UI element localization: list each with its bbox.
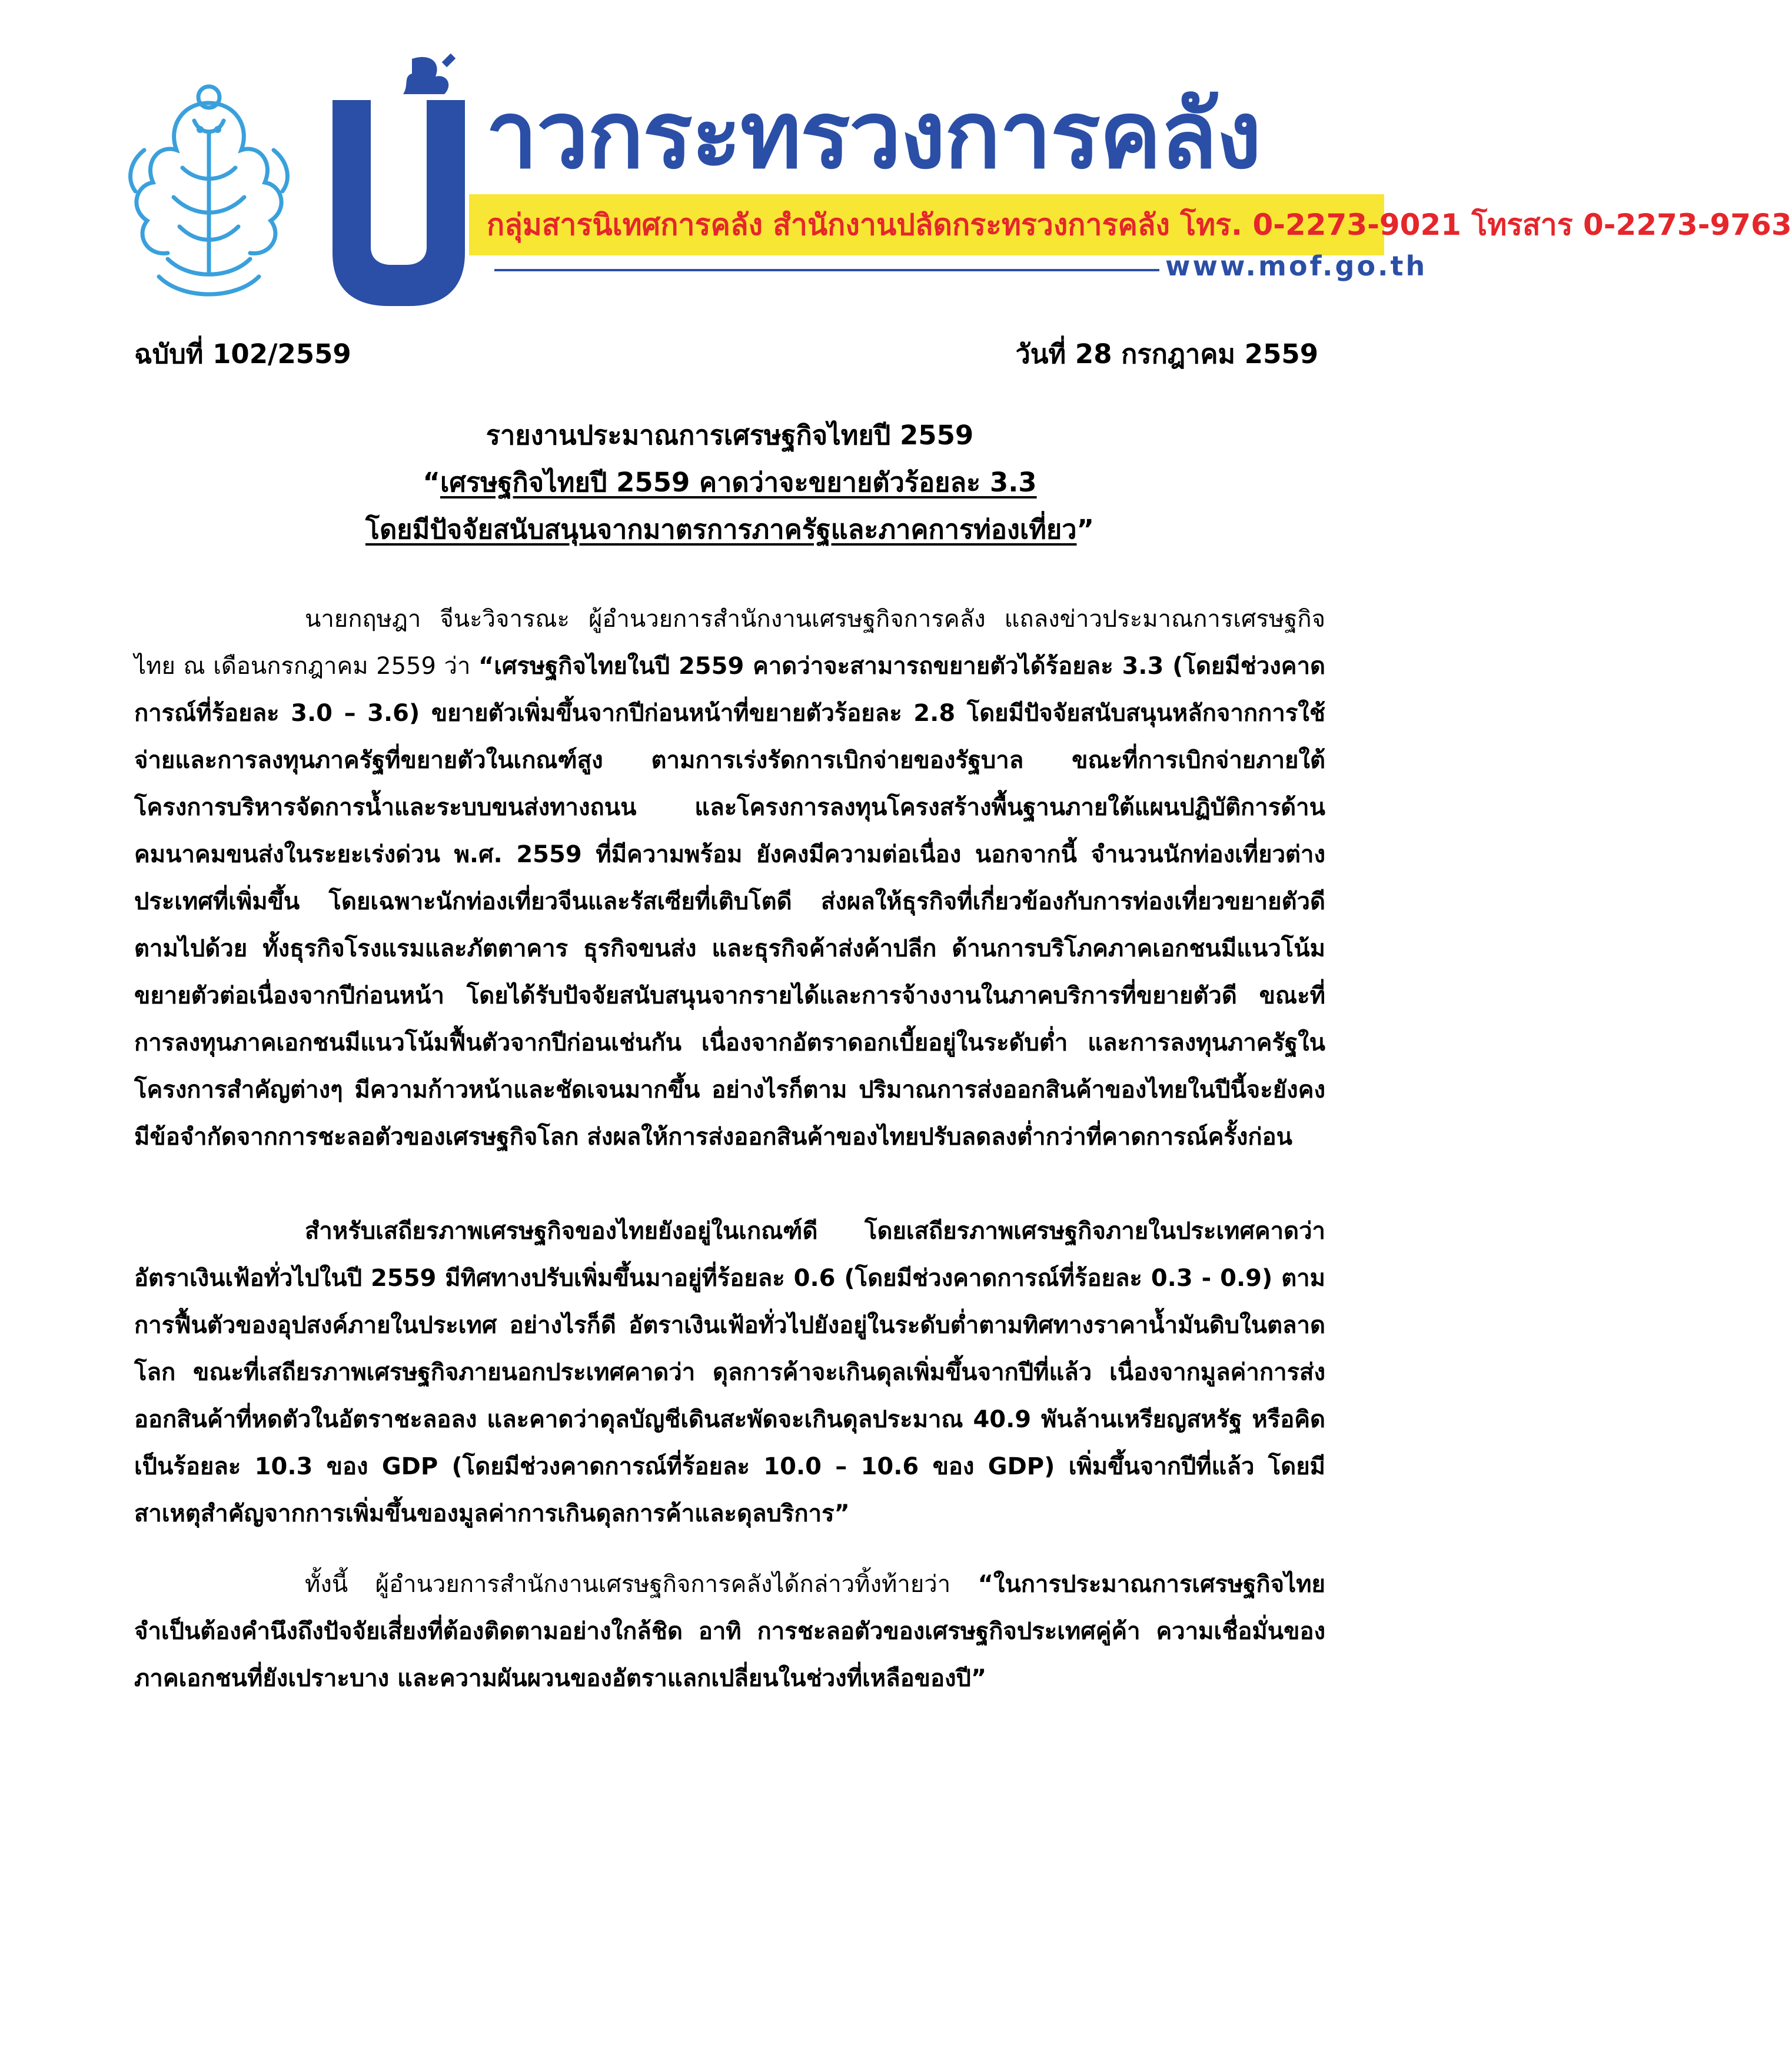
ministry-emblem-icon [112, 79, 306, 306]
header-divider [494, 269, 1159, 271]
headline-line-2-text: เศรษฐกิจไทยปี 2559 คาดว่าจะขยายตัวร้อยละ 3.3 [440, 467, 1037, 498]
headline-line-2 [135, 459, 1324, 506]
paragraph-2: สำหรับเสถียรภาพเศรษฐกิจของไทยยังอยู่ในเกณฑ์ดี โดยเสถียรภาพเศรษฐกิจภายในประเทศคาดว่าอัตราเงินเฟ้อทั่วไปในปี 2559 มีทิศทางปรับเพิ่มขึ้นมาอยู่ที่ร้อยละ 0.6 (โดยมีช่วงคาดการณ์ที่ร้อยละ 0.3 - 0.9) ตามการฟื้นตัวของอุปสงค์ภายในประเทศ อย่างไรก็ดี อัตราเงินเฟ้อทั่วไปยังอยู่ในระดับต่ำตามทิศทางราคาน้ำมันดิบในตลาดโลก ขณะที่เสถียรภาพเศรษฐกิจภายนอกประเทศคาดว่า ดุลการค้าจะเกินดุลเพิ่มขึ้นจากปีที่แล้ว เนื่องจากมูลค่าการส่งออกสินค้าที่หดตัวในอัตราชะลอลง และคาดว่าดุลบัญชีเดินสะพัดจะเกินดุลประมาณ 40.9 พันล้านเหรียญสหรัฐ หรือคิดเป็นร้อยละ 10.3 ของ GDP (โดยมีช่วงคาดการณ์ที่ร้อยละ 10.0 – 10.6 ของ GDP) เพิ่มขึ้นจากปีที่แล้ว โดยมีสาเหตุสำคัญจากการเพิ่มขึ้นของมูลค่าการเกินดุลการค้าและดุลบริการ” [134, 1218, 1325, 1527]
brand-header [315, 53, 1792, 324]
issue-date: วันที่ 28 กรกฎาคม 2559 [1015, 338, 1318, 370]
headline-close-quote: ” [1076, 514, 1095, 545]
brand-initial-letter [315, 53, 486, 312]
paragraph-3 [134, 1561, 1325, 1702]
paragraph-1-lead: นายกฤษฎา จีนะวิจารณะ ผู้อำนวยการสำนักงานเศรษฐกิจการคลัง แถลงข่าวประมาณการเศรษฐกิจไทย ณ เดือนกรกฎาคม 2559 ว่า [134, 606, 1325, 680]
brand-title: าวกระทรวงการคลัง [486, 81, 1261, 190]
issue-number: ฉบับที่ 102/2559 [134, 338, 351, 370]
paragraph-1-quote: “เศรษฐกิจไทยในปี 2559 คาดว่าจะสามารถขยายตัวได้ร้อยละ 3.3 (โดยมีช่วงคาดการณ์ที่ร้อยละ 3.0 – 3.6) ขยายตัวเพิ่มขึ้นจากปีก่อนหน้าที่ขยายตัวร้อยละ 2.8 โดยมีปัจจัยสนับสนุนหลักจากการใช้จ่ายและการลงทุนภาครัฐที่ขยายตัวในเกณฑ์สูง ตามการเร่งรัดการเบิกจ่ายของรัฐบาล ขณะที่การเบิกจ่ายภายใต้โครงการบริหารจัดการน้ำและระบบขนส่งทางถนน และโครงการลงทุนโครงสร้างพื้นฐานภายใต้แผนปฏิบัติการด้านคมนาคมขนส่งในระยะเร่งด่วน พ.ศ. 2559 ที่มีความพร้อม ยังคงมีความต่อเนื่อง นอกจากนี้ จำนวนนักท่องเที่ยวต่างประเทศที่เพิ่มขึ้น โดยเฉพาะนักท่องเที่ยวจีนและรัสเซียที่เติบโตดี ส่งผลให้ธุรกิจที่เกี่ยวข้องกับการท่องเที่ยวขยายตัวดีตามไปด้วย ทั้งธุรกิจโรงแรมและภัตตาคาร ธุรกิจขนส่ง และธุรกิจค้าส่งค้าปลีก ด้านการบริโภคภาคเอกชนมีแนวโน้มขยายตัวต่อเนื่องจากปีก่อนหน้า โดยได้รับปัจจัยสนับสนุนจากรายได้และการจ้างงานในภาคบริการที่ขยายตัวดี ขณะที่การลงทุนภาคเอกชนมีแนวโน้มฟื้นตัวจากปีก่อนเช่นกัน เนื่องจากอัตราดอกเบี้ยอยู่ในระดับต่ำ และการลงทุนภาครัฐในโครงการสำคัญต่างๆ มีความก้าวหน้าและชัดเจนมากขึ้น อย่างไรก็ตาม ปริมาณการส่งออกสินค้าของไทยในปีนี้จะยังคงมีข้อจำกัดจากการชะลอตัวของเศรษฐกิจโลก ส่งผลให้การส่งออกสินค้าของไทยปรับลดลงต่ำกว่าที่คาดการณ์ครั้งก่อน [134, 653, 1326, 1151]
headline [135, 412, 1324, 553]
contact-banner: กลุ่มสารนิเทศการคลัง สำนักงานปลัดกระทรวงการคลัง โทร. 0-2273-9021 โทรสาร 0-2273-9763 [469, 194, 1384, 255]
paragraph-3-quote: “ในการประมาณการเศรษฐกิจไทยจำเป็นต้องคำนึงถึงปัจจัยเสี่ยงที่ต้องติดตามอย่างใกล้ชิด อาทิ การชะลอตัวของเศรษฐกิจประเทศคู่ค้า ความเชื่อมั่นของภาคเอกชนที่ยังเปราะบาง และความผันผวนของอัตราแลกเปลี่ยนในช่วงที่เหลือของปี” [134, 1571, 1325, 1692]
headline-line-1: รายงานประมาณการเศรษฐกิจไทยปี 2559 [486, 420, 974, 451]
headline-open-quote: “ [423, 467, 440, 498]
headline-line-3 [135, 506, 1324, 553]
paragraph-3-lead: ทั้งนี้ ผู้อำนวยการสำนักงานเศรษฐกิจการคลังได้กล่าวทิ้งท้ายว่า [305, 1571, 978, 1598]
headline-line-3-text: โดยมีปัจจัยสนับสนุนจากมาตรการภาครัฐและภาคการท่องเที่ยว [365, 514, 1077, 545]
website-url: www.mof.go.th [1165, 250, 1428, 282]
paragraph-1 [134, 596, 1325, 1161]
